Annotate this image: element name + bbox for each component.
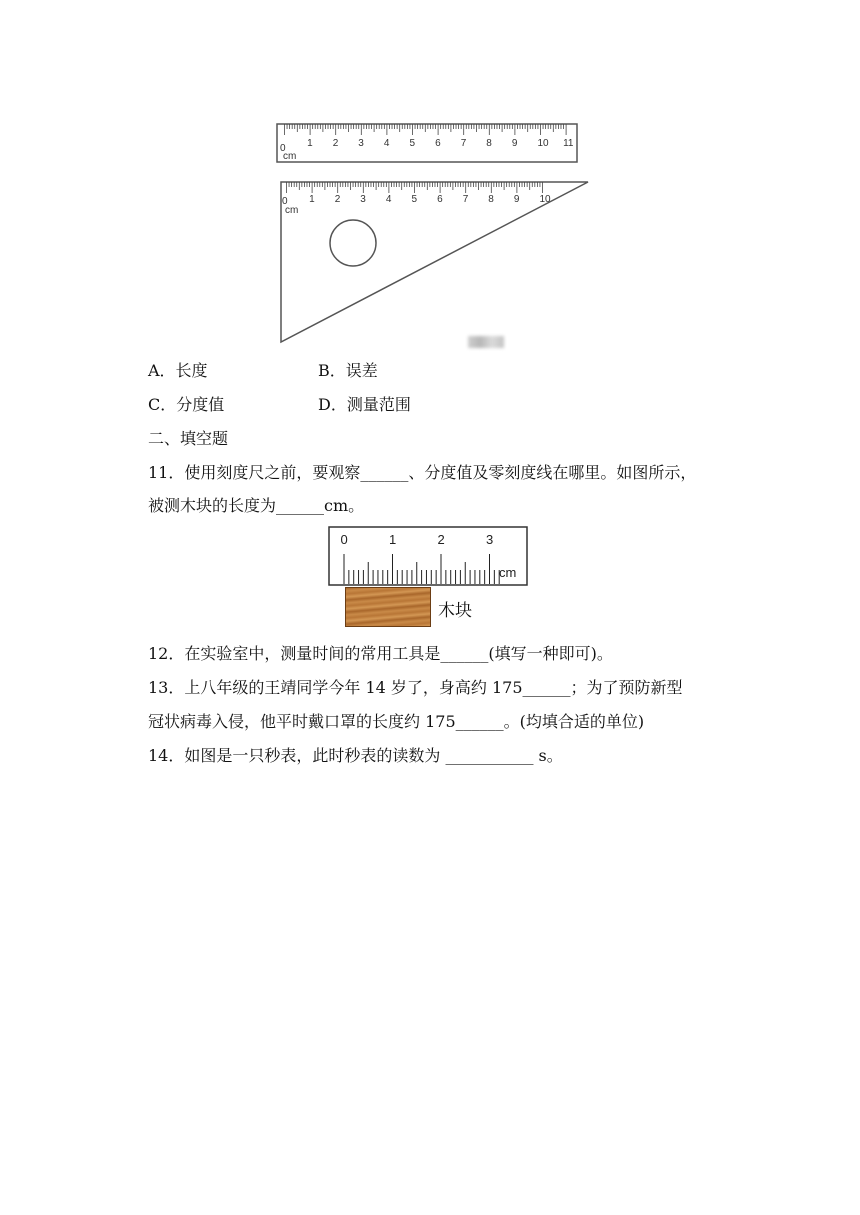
watermark-smudge: [468, 336, 504, 348]
option-d[interactable]: D．测量范围: [318, 395, 411, 414]
triangle-ruler-ticks: [287, 182, 543, 193]
tick-label: 10: [539, 194, 551, 205]
ruler-figure: [270, 118, 600, 350]
tick-label: 2: [437, 532, 445, 547]
options-row-2: [148, 395, 411, 415]
triangle-ruler-unit: cm: [285, 205, 299, 216]
tick-label: 3: [358, 138, 364, 149]
tick-label: 1: [309, 194, 315, 205]
tick-label: 5: [409, 138, 416, 149]
wood-measure-figure: [328, 526, 533, 590]
tick-label: 2: [332, 138, 339, 149]
straight-ruler-unit: cm: [283, 151, 297, 162]
tick-label: 6: [435, 138, 441, 149]
tick-label: 0: [340, 532, 348, 547]
option-a[interactable]: A．长度: [148, 361, 208, 380]
section-title: 二、填空题: [148, 429, 229, 448]
straight-ruler-numbers: [307, 138, 574, 149]
tick-label: 11: [563, 138, 574, 149]
tick-label: 1: [389, 532, 397, 547]
triangle-ruler-zero: 0: [282, 196, 288, 207]
wood-block: [345, 587, 431, 627]
straight-ruler-zero: 0: [280, 143, 286, 154]
option-b[interactable]: B．误差: [318, 361, 378, 380]
tick-label: 7: [460, 138, 467, 149]
tick-label: 10: [537, 138, 549, 149]
q12-line-1: 12．在实验室中，测量时间的常用工具是______(填写一种即可)。: [148, 644, 613, 663]
q14-line-1: 14．如图是一只秒表，此时秒表的读数为 ___________ s。: [148, 746, 563, 765]
triangle-ruler-hole: [330, 220, 376, 266]
wood-block-label: 木块: [438, 601, 472, 621]
q11-line-2: 被测木块的长度为______cm。: [148, 496, 365, 515]
triangle-ruler-numbers: [309, 194, 551, 205]
tick-label: 3: [486, 532, 494, 547]
triangle-ruler: [281, 182, 588, 342]
tick-label: 8: [486, 138, 492, 149]
tick-label: 4: [383, 138, 390, 149]
tick-label: 5: [411, 194, 418, 205]
tick-label: 4: [385, 194, 392, 205]
tick-label: 2: [334, 194, 341, 205]
options-row-1: [148, 361, 378, 381]
tick-label: 7: [462, 194, 469, 205]
tick-label: 6: [437, 194, 443, 205]
tick-label: 9: [511, 138, 518, 149]
straight-ruler-ticks: [285, 124, 567, 135]
option-c[interactable]: C．分度值: [148, 395, 225, 414]
tick-label: 8: [488, 194, 494, 205]
measure-ruler-unit: cm: [499, 565, 517, 580]
tick-label: 3: [360, 194, 366, 205]
q13-line-1: 13．上八年级的王靖同学今年 14 岁了，身高约 175______；为了预防新型: [148, 678, 683, 697]
tick-label: 1: [307, 138, 313, 149]
q13-line-2: 冠状病毒入侵，他平时戴口罩的长度约 175______。(均填合适的单位): [148, 712, 645, 731]
q11-line-1: 11．使用刻度尺之前，要观察______、分度值及零刻度线在哪里。如图所示，: [148, 463, 697, 482]
tick-label: 9: [513, 194, 520, 205]
straight-ruler: [277, 124, 577, 162]
